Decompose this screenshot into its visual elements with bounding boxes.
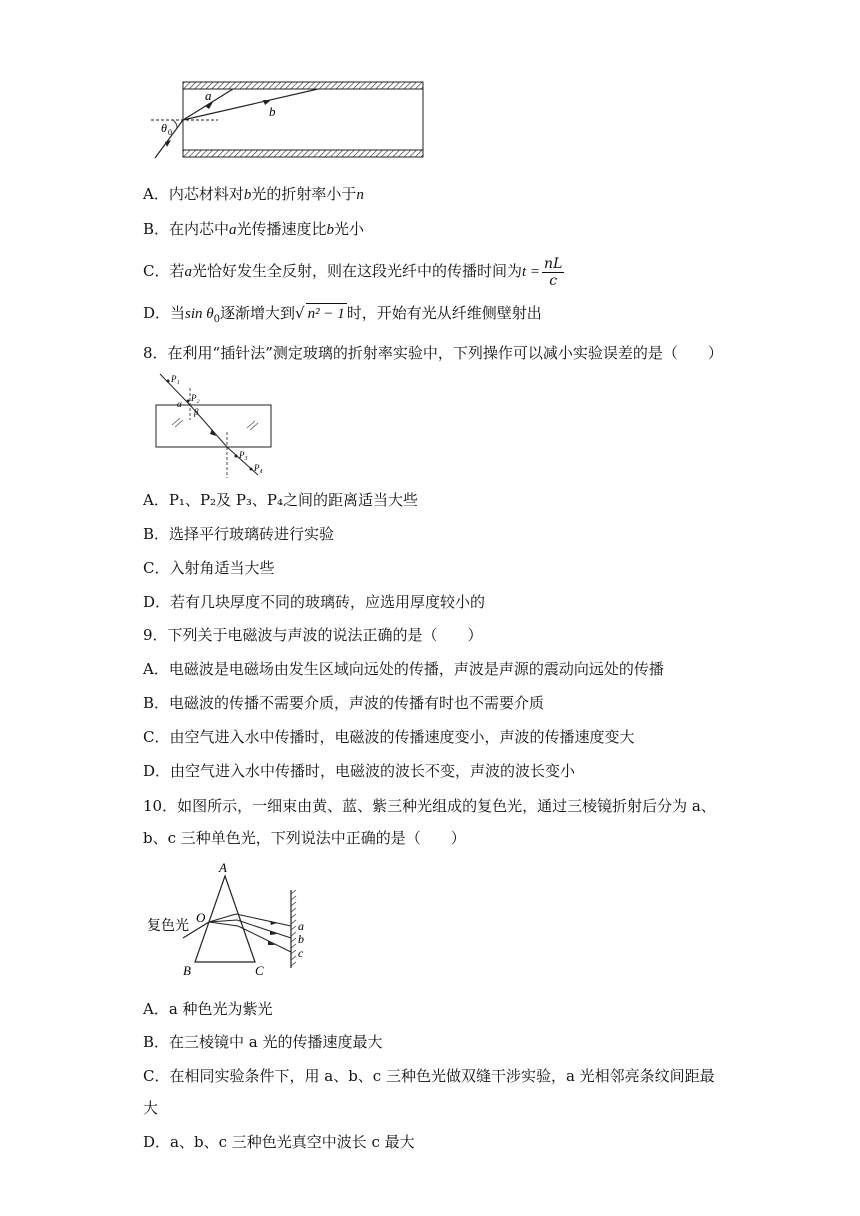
q8-option-b: B．选择平行玻璃砖进行实验: [143, 525, 335, 543]
ray-a-out: [236, 914, 291, 926]
q10-option-d: D．a、b、c 三种色光真空中波长 c 最大: [143, 1133, 415, 1151]
q7-option-d: D．当$\sin \theta_0$逐渐增大到√ n² − 1 时，开始有光从纤维侧壁射出: [143, 304, 542, 325]
fig-label-p3: P₃: [239, 450, 248, 460]
fig-label-a: a: [205, 88, 212, 103]
q9-option-b: B．电磁波的传播不需要介质，声波的传播有时也不需要介质: [143, 694, 545, 712]
fig-label-p4: P₄: [254, 463, 263, 473]
fiber-top-cladding: [183, 82, 423, 89]
q8-option-d: D．若有几块厚度不同的玻璃砖，应选用厚度较小的: [143, 593, 486, 611]
fig-label-c: c: [298, 946, 304, 960]
fig-label-A: A: [219, 860, 227, 875]
fig-label-O: O: [196, 910, 206, 925]
fiber-bottom-cladding: [183, 150, 423, 157]
q7-option-a: A．内芯材料对b光的折射率小于n: [143, 185, 364, 203]
q10-option-c-line1: C．在相同实验条件下，用 a、b、c 三种色光做双缝干涉实验，a 光相邻亮条纹间距最: [143, 1067, 715, 1085]
fig-label-light: 复色光: [147, 919, 189, 934]
ray-c-out: [238, 926, 291, 952]
q8-option-a: A．P₁、P₂及 P₃、P₄之间的距离适当大些: [143, 491, 419, 509]
fig-label-theta: θ: [161, 121, 167, 135]
fraction-nl-over-c: $\frac{nL}{c}$: [544, 255, 563, 289]
incident-ray: [155, 120, 183, 158]
q8-stem: 8．在利用“插针法”测定玻璃的折射率实验中，下列操作可以减小实验误差的是（ ）: [143, 344, 723, 362]
glass-brick-figure: [150, 370, 280, 480]
q8-option-c: C．入射角适当大些: [143, 559, 275, 577]
optical-fiber-figure: [143, 78, 433, 168]
fig-label-p1: P₁: [171, 374, 180, 384]
q7-option-b: B．在内芯中a光传播速度比b光小: [143, 220, 365, 238]
glass-brick: [156, 405, 271, 447]
fig-label-C: C: [255, 963, 264, 978]
q10-stem-line2: b、c 三种单色光，下列说法中正确的是（ ）: [143, 829, 466, 847]
q9-stem: 9．下列关于电磁波与声波的说法正确的是（ ）: [143, 626, 483, 644]
fig-label-b: b: [269, 104, 276, 119]
ray-b: [183, 89, 318, 120]
fig-label-p2: P₂: [191, 393, 200, 403]
q10-option-a: A．a 种色光为紫光: [143, 1000, 273, 1018]
q9-option-a: A．电磁波是电磁场由发生区域向远处的传播，声波是声源的震动向远处的传播: [143, 660, 664, 678]
q7-option-c: C．若a光恰好发生全反射，则在这段光纤中的传播时间为t = $\frac{nL}{c}$: [143, 255, 563, 289]
fig-label-theta-sub: 0: [168, 128, 172, 137]
q10-stem-line1: 10．如图所示，一细束由黄、蓝、紫三种光组成的复色光，通过三棱镜折射后分为 a、: [143, 797, 716, 815]
fig-label-beta: β: [194, 407, 199, 417]
fig-label-b: b: [298, 932, 304, 946]
q9-option-c: C．由空气进入水中传播时，电磁波的传播速度变小，声波的传播速度变大: [143, 728, 635, 746]
prism-figure: [143, 860, 323, 982]
fig-label-B: B: [183, 963, 191, 978]
q10-option-b: B．在三棱镜中 a 光的传播速度最大: [143, 1033, 383, 1051]
q9-option-d: D．由空气进入水中传播时，电磁波的波长不变，声波的波长变小: [143, 762, 576, 780]
q10-option-c-line2: 大: [143, 1099, 159, 1117]
fig-label-alpha: α: [177, 399, 182, 409]
fig-label-a: a: [298, 919, 304, 933]
